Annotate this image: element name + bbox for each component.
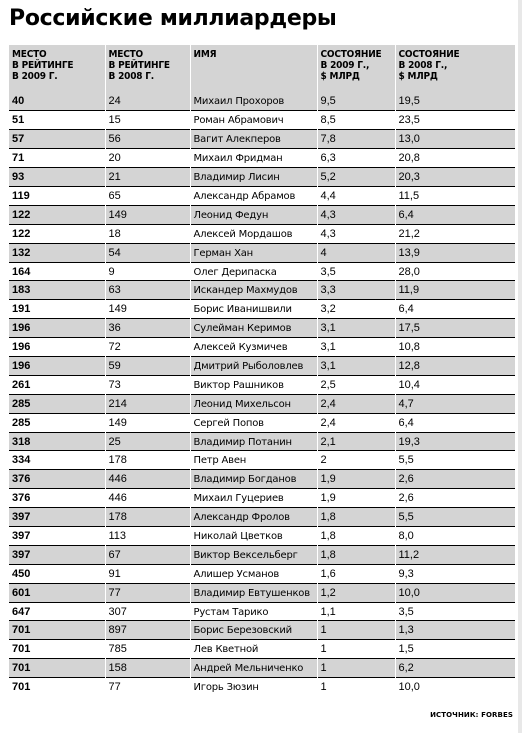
name-cell: Владимир Потанин <box>190 432 317 451</box>
table-row <box>9 451 515 470</box>
name-cell: Александр Абрамов <box>190 186 317 205</box>
wealth-2008-cell: 2,6 <box>395 470 515 489</box>
wealth-2008-cell: 6,4 <box>395 300 515 319</box>
rank-2009-cell: 122 <box>9 205 105 224</box>
rank-2008-cell: 149 <box>105 413 190 432</box>
table-row <box>9 262 515 281</box>
wealth-2009-cell: 1,8 <box>317 508 395 527</box>
table-row <box>9 356 515 375</box>
rank-2009-cell: 196 <box>9 338 105 357</box>
wealth-2008-cell: 23,5 <box>395 111 515 130</box>
name-cell: Владимир Богданов <box>190 470 317 489</box>
rank-2008-cell: 178 <box>105 451 190 470</box>
rank-2008-cell: 73 <box>105 375 190 394</box>
billionaires-table <box>9 45 515 697</box>
wealth-2009-cell: 1,8 <box>317 526 395 545</box>
name-cell: Михаил Фридман <box>190 149 317 168</box>
table-row <box>9 678 515 697</box>
name-cell: Леонид Михельсон <box>190 394 317 413</box>
wealth-2009-cell: 7,8 <box>317 130 395 149</box>
wealth-2008-cell: 13,9 <box>395 243 515 262</box>
rank-2008-cell: 91 <box>105 564 190 583</box>
wealth-2008-cell: 10,8 <box>395 338 515 357</box>
rank-2009-cell: 701 <box>9 678 105 697</box>
wealth-2009-cell: 2,4 <box>317 394 395 413</box>
wealth-2008-cell: 11,5 <box>395 186 515 205</box>
rank-2008-cell: 77 <box>105 583 190 602</box>
rank-2008-cell: 67 <box>105 545 190 564</box>
rank-2009-cell: 164 <box>9 262 105 281</box>
table-row <box>9 470 515 489</box>
wealth-2008-cell: 1,5 <box>395 640 515 659</box>
wealth-2009-cell: 1,9 <box>317 470 395 489</box>
name-cell: Леонид Федун <box>190 205 317 224</box>
name-cell: Петр Авен <box>190 451 317 470</box>
source-credit: ИСТОЧНИК: FORBES <box>430 711 513 719</box>
rank-2008-cell: 54 <box>105 243 190 262</box>
rank-2009-cell: 40 <box>9 92 105 111</box>
table-row <box>9 583 515 602</box>
column-header-wealth-2009: СОСТОЯНИЕ В 2009 Г., $ МЛРД <box>317 45 395 92</box>
wealth-2008-cell: 4,7 <box>395 394 515 413</box>
wealth-2008-cell: 28,0 <box>395 262 515 281</box>
wealth-2008-cell: 12,8 <box>395 356 515 375</box>
rank-2008-cell: 36 <box>105 319 190 338</box>
rank-2008-cell: 149 <box>105 205 190 224</box>
header-row <box>9 45 515 92</box>
rank-2009-cell: 334 <box>9 451 105 470</box>
wealth-2008-cell: 21,2 <box>395 224 515 243</box>
rank-2008-cell: 72 <box>105 338 190 357</box>
table-row <box>9 205 515 224</box>
rank-2009-cell: 122 <box>9 224 105 243</box>
table-row <box>9 526 515 545</box>
table-row <box>9 640 515 659</box>
wealth-2008-cell: 9,3 <box>395 564 515 583</box>
wealth-2009-cell: 3,5 <box>317 262 395 281</box>
wealth-2009-cell: 3,1 <box>317 356 395 375</box>
name-cell: Сергей Попов <box>190 413 317 432</box>
name-cell: Алексей Кузмичев <box>190 338 317 357</box>
table-row <box>9 508 515 527</box>
rank-2009-cell: 196 <box>9 356 105 375</box>
wealth-2009-cell: 1 <box>317 659 395 678</box>
wealth-2008-cell: 20,3 <box>395 168 515 187</box>
column-header-rank-2009: МЕСТО В РЕЙТИНГЕ В 2009 Г. <box>9 45 105 92</box>
wealth-2008-cell: 11,9 <box>395 281 515 300</box>
table-row <box>9 489 515 508</box>
name-cell: Рустам Тарико <box>190 602 317 621</box>
wealth-2008-cell: 6,4 <box>395 413 515 432</box>
name-cell: Борис Березовский <box>190 621 317 640</box>
wealth-2008-cell: 10,0 <box>395 583 515 602</box>
table-row <box>9 130 515 149</box>
name-cell: Виктор Вексельберг <box>190 545 317 564</box>
name-cell: Михаил Гуцериев <box>190 489 317 508</box>
rank-2008-cell: 446 <box>105 470 190 489</box>
rank-2009-cell: 701 <box>9 621 105 640</box>
wealth-2008-cell: 20,8 <box>395 149 515 168</box>
rank-2009-cell: 701 <box>9 640 105 659</box>
rank-2009-cell: 51 <box>9 111 105 130</box>
name-cell: Лев Кветной <box>190 640 317 659</box>
table-row <box>9 243 515 262</box>
wealth-2009-cell: 4,4 <box>317 186 395 205</box>
rank-2008-cell: 214 <box>105 394 190 413</box>
wealth-2009-cell: 6,3 <box>317 149 395 168</box>
rank-2009-cell: 450 <box>9 564 105 583</box>
rank-2009-cell: 285 <box>9 394 105 413</box>
page-title: Российские миллиардеры <box>9 6 337 31</box>
wealth-2009-cell: 2,4 <box>317 413 395 432</box>
wealth-2009-cell: 4,3 <box>317 205 395 224</box>
rank-2009-cell: 132 <box>9 243 105 262</box>
wealth-2009-cell: 1,2 <box>317 583 395 602</box>
table-row <box>9 92 515 111</box>
name-cell: Игорь Зюзин <box>190 678 317 697</box>
wealth-2008-cell: 13,0 <box>395 130 515 149</box>
name-cell: Александр Фролов <box>190 508 317 527</box>
wealth-2008-cell: 11,2 <box>395 545 515 564</box>
rank-2009-cell: 397 <box>9 526 105 545</box>
wealth-2009-cell: 2,1 <box>317 432 395 451</box>
name-cell: Искандер Махмудов <box>190 281 317 300</box>
column-header-rank-2008: МЕСТО В РЕЙТИНГЕ В 2008 Г. <box>105 45 190 92</box>
wealth-2008-cell: 3,5 <box>395 602 515 621</box>
rank-2008-cell: 785 <box>105 640 190 659</box>
wealth-2008-cell: 6,4 <box>395 205 515 224</box>
wealth-2009-cell: 1,8 <box>317 545 395 564</box>
rank-2009-cell: 261 <box>9 375 105 394</box>
table-row <box>9 602 515 621</box>
wealth-2008-cell: 6,2 <box>395 659 515 678</box>
table-row <box>9 413 515 432</box>
wealth-2008-cell: 19,5 <box>395 92 515 111</box>
rank-2009-cell: 183 <box>9 281 105 300</box>
rank-2009-cell: 285 <box>9 413 105 432</box>
rank-2009-cell: 57 <box>9 130 105 149</box>
name-cell: Алишер Усманов <box>190 564 317 583</box>
table-row <box>9 111 515 130</box>
rank-2009-cell: 191 <box>9 300 105 319</box>
wealth-2008-cell: 10,4 <box>395 375 515 394</box>
rank-2008-cell: 15 <box>105 111 190 130</box>
name-cell: Сулейман Керимов <box>190 319 317 338</box>
wealth-2009-cell: 1 <box>317 640 395 659</box>
rank-2009-cell: 647 <box>9 602 105 621</box>
table-row <box>9 338 515 357</box>
table-row <box>9 224 515 243</box>
rank-2008-cell: 24 <box>105 92 190 111</box>
table-row <box>9 149 515 168</box>
name-cell: Андрей Мельниченко <box>190 659 317 678</box>
rank-2009-cell: 376 <box>9 489 105 508</box>
name-cell: Вагит Алекперов <box>190 130 317 149</box>
rank-2008-cell: 59 <box>105 356 190 375</box>
rank-2008-cell: 307 <box>105 602 190 621</box>
rank-2008-cell: 21 <box>105 168 190 187</box>
table-row <box>9 186 515 205</box>
wealth-2008-cell: 2,6 <box>395 489 515 508</box>
rank-2008-cell: 65 <box>105 186 190 205</box>
rank-2009-cell: 93 <box>9 168 105 187</box>
page-edge <box>518 0 522 733</box>
name-cell: Олег Дерипаска <box>190 262 317 281</box>
name-cell: Алексей Мордашов <box>190 224 317 243</box>
table-row <box>9 281 515 300</box>
wealth-2009-cell: 1,9 <box>317 489 395 508</box>
wealth-2008-cell: 5,5 <box>395 451 515 470</box>
rank-2008-cell: 25 <box>105 432 190 451</box>
name-cell: Николай Цветков <box>190 526 317 545</box>
table-row <box>9 432 515 451</box>
name-cell: Владимир Лисин <box>190 168 317 187</box>
wealth-2009-cell: 8,5 <box>317 111 395 130</box>
name-cell: Владимир Евтушенков <box>190 583 317 602</box>
rank-2008-cell: 18 <box>105 224 190 243</box>
rank-2009-cell: 601 <box>9 583 105 602</box>
wealth-2009-cell: 1 <box>317 678 395 697</box>
wealth-2009-cell: 1,6 <box>317 564 395 583</box>
wealth-2009-cell: 1,1 <box>317 602 395 621</box>
wealth-2009-cell: 4 <box>317 243 395 262</box>
rank-2008-cell: 158 <box>105 659 190 678</box>
wealth-2009-cell: 1 <box>317 621 395 640</box>
table-row <box>9 564 515 583</box>
rank-2009-cell: 196 <box>9 319 105 338</box>
name-cell: Виктор Рашников <box>190 375 317 394</box>
rank-2009-cell: 318 <box>9 432 105 451</box>
table-body <box>9 92 515 697</box>
rank-2008-cell: 20 <box>105 149 190 168</box>
rank-2009-cell: 376 <box>9 470 105 489</box>
name-cell: Роман Абрамович <box>190 111 317 130</box>
wealth-2009-cell: 3,2 <box>317 300 395 319</box>
rank-2008-cell: 56 <box>105 130 190 149</box>
rank-2008-cell: 77 <box>105 678 190 697</box>
table-row <box>9 375 515 394</box>
table-row <box>9 621 515 640</box>
table-row <box>9 545 515 564</box>
table-row <box>9 319 515 338</box>
name-cell: Михаил Прохоров <box>190 92 317 111</box>
wealth-2009-cell: 3,3 <box>317 281 395 300</box>
wealth-2009-cell: 2,5 <box>317 375 395 394</box>
rank-2009-cell: 119 <box>9 186 105 205</box>
wealth-2009-cell: 5,2 <box>317 168 395 187</box>
name-cell: Герман Хан <box>190 243 317 262</box>
name-cell: Дмитрий Рыболовлев <box>190 356 317 375</box>
wealth-2008-cell: 8,0 <box>395 526 515 545</box>
wealth-2009-cell: 2 <box>317 451 395 470</box>
table-row <box>9 659 515 678</box>
wealth-2009-cell: 3,1 <box>317 338 395 357</box>
wealth-2008-cell: 5,5 <box>395 508 515 527</box>
table-row <box>9 300 515 319</box>
table-header <box>9 45 515 92</box>
rank-2008-cell: 446 <box>105 489 190 508</box>
rank-2008-cell: 63 <box>105 281 190 300</box>
rank-2008-cell: 149 <box>105 300 190 319</box>
wealth-2009-cell: 9,5 <box>317 92 395 111</box>
wealth-2008-cell: 1,3 <box>395 621 515 640</box>
rank-2008-cell: 178 <box>105 508 190 527</box>
rank-2008-cell: 9 <box>105 262 190 281</box>
table-row <box>9 168 515 187</box>
column-header-wealth-2008: СОСТОЯНИЕ В 2008 Г., $ МЛРД <box>395 45 515 92</box>
rank-2009-cell: 71 <box>9 149 105 168</box>
rank-2008-cell: 897 <box>105 621 190 640</box>
rank-2009-cell: 701 <box>9 659 105 678</box>
wealth-2008-cell: 17,5 <box>395 319 515 338</box>
column-header-name: ИМЯ <box>190 45 317 92</box>
rank-2009-cell: 397 <box>9 508 105 527</box>
wealth-2008-cell: 10,0 <box>395 678 515 697</box>
wealth-2009-cell: 4,3 <box>317 224 395 243</box>
rank-2009-cell: 397 <box>9 545 105 564</box>
name-cell: Борис Иванишвили <box>190 300 317 319</box>
table-row <box>9 394 515 413</box>
wealth-2009-cell: 3,1 <box>317 319 395 338</box>
rank-2008-cell: 113 <box>105 526 190 545</box>
wealth-2008-cell: 19,3 <box>395 432 515 451</box>
